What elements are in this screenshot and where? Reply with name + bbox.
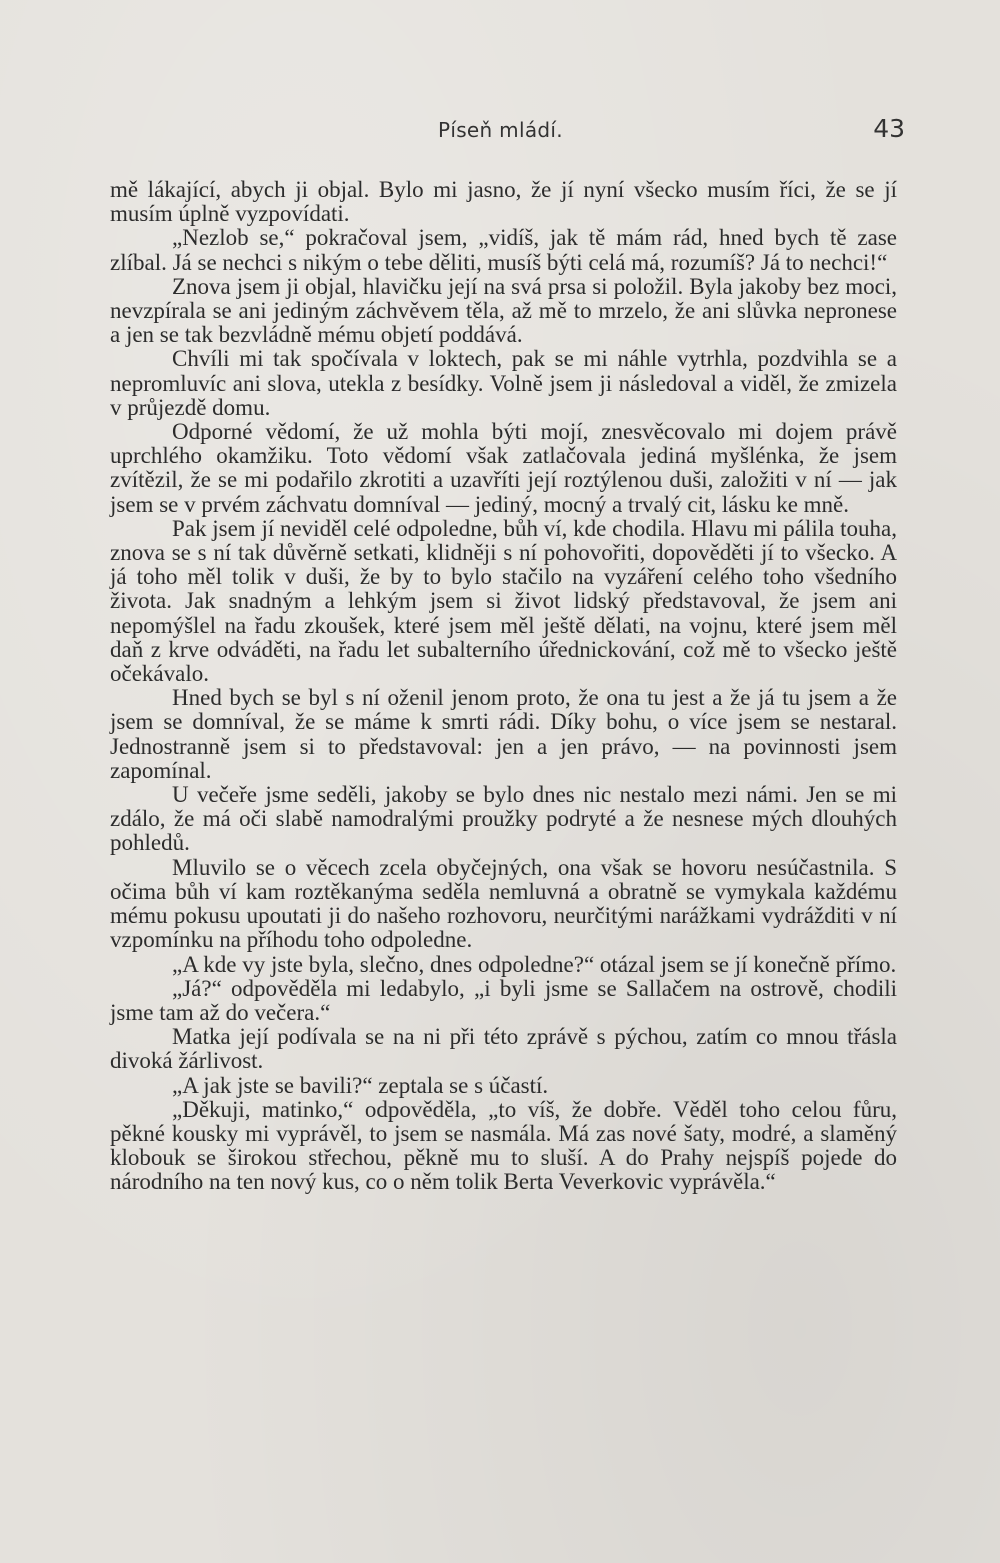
body-text <box>110 178 897 1195</box>
paragraph: Odporné vědomí, že už mohla býti mojí, znesvěcovalo mi dojem právě uprchlého okamžiku. Toto vědomí však zatlačovala jediná myšlénka, že jsem zvítězil, že se mi podařilo zkrotiti a uzavříti její roztýlenou duši, založiti v ní — jak jsem se v prvém záchvatu domníval — jediný, mocný a trvalý cit, lásku ke mně. <box>110 419 897 517</box>
paragraph: U večeře jsme seděli, jakoby se bylo dnes nic nestalo mezi námi. Jen se mi zdálo, že má oči slabě namodralými proužky podryté a že nesnese mých dlouhých pohledů. <box>110 782 897 856</box>
paragraph-continuation: mě lákající, abych ji objal. Bylo mi jasno, že jí nyní všecko musím říci, že se jí musím úplně vyzpovídati. <box>110 177 897 227</box>
paragraph: „A kde vy jste byla, slečno, dnes odpoledne?“ otázal jsem se jí konečně přímo. <box>172 951 897 977</box>
paragraph: Chvíli mi tak spočívala v loktech, pak se mi náhle vytrhla, pozdvihla se a nepromluvíc ani slova, utekla z besídky. Volně jsem ji následoval a viděl, že zmizela v průjezdě domu. <box>110 346 897 420</box>
page-number: 43 <box>873 114 905 143</box>
paragraph: Matka její podívala se na ni při této zprávě s pýchou, zatím co mnou třásla divoká žárlivost. <box>110 1024 897 1074</box>
paragraph: Hned bych se byl s ní oženil jenom proto, že ona tu jest a že já tu jsem a že jsem se domníval, že se máme k smrti rádi. Díky bohu, o více jsem se nestaral. Jednostranně jsem si to představoval: jen a jen právo, — na povinnosti jsem zapomínal. <box>110 685 897 783</box>
running-head <box>110 114 905 148</box>
paragraph: Pak jsem jí neviděl celé odpoledne, bůh ví, kde chodila. Hlavu mi pálila touha, znova se s ní tak důvěrně setkati, klidněji s ní pohovořiti, dopověděti jí to všecko. A já toho měl tolik v duši, že by to bylo stačilo na vyzáření celého toho všedního života. Jak snadným a lehkým jsem si život lidský představoval, že jsem ani nepomýšlel na řadu zkoušek, které jsem měl ještě dělati, na vojnu, které jsem měl daň z krve odváděti, na řadu let subalterního úřednickování, což mě to všecko ještě očekávalo. <box>110 515 897 687</box>
paragraph: Znova jsem ji objal, hlavičku její na svá prsa si položil. Byla jakoby bez moci, nevzpírala se ani jediným záchvěvem těla, až mě to mrzelo, že ani slůvka nepronese a jen se tak bezvládně mému objetí poddává. <box>110 273 897 348</box>
paragraph: „Já?“ odpověděla mi ledabylo, „i byli jsme se Sallačem na ostrově, chodili jsme tam až do večera.“ <box>110 975 897 1025</box>
running-title: Píseň mládí. <box>438 118 563 142</box>
paragraph: „Nezlob se,“ pokračoval jsem, „vidíš, jak tě mám rád, hned bych tě zase zlíbal. Já se nechci s nikým o tebe děliti, musíš býti celá má, rozumíš? Já to nechci!“ <box>110 225 897 275</box>
paragraph: „Děkuji, matinko,“ odpověděla, „to víš, že dobře. Věděl toho celou fůru, pěkné kousky mi vyprávěl, to jsem se nasmála. Má zas nové šaty, modré, a slaměný klobouk se širokou střechou, pěkně mu to sluší. A do Prahy nejspíš pojede do národního na ten nový kus, co o něm tolik Berta Veverkovic vyprávěla.“ <box>110 1096 897 1195</box>
paragraph: „A jak jste se bavili?“ zeptala se s účastí. <box>172 1072 549 1098</box>
paragraph: Mluvilo se o věcech zcela obyčejných, ona však se hovoru nesúčastnila. S očima bůh ví kam roztěkanýma seděla nemluvná a obratně se vymykala každému mému pokusu upoutati ji do našeho rozhovoru, neurčitými narážkami vydrážditi v ní vzpomínku na příhodu toho odpoledne. <box>110 854 897 953</box>
